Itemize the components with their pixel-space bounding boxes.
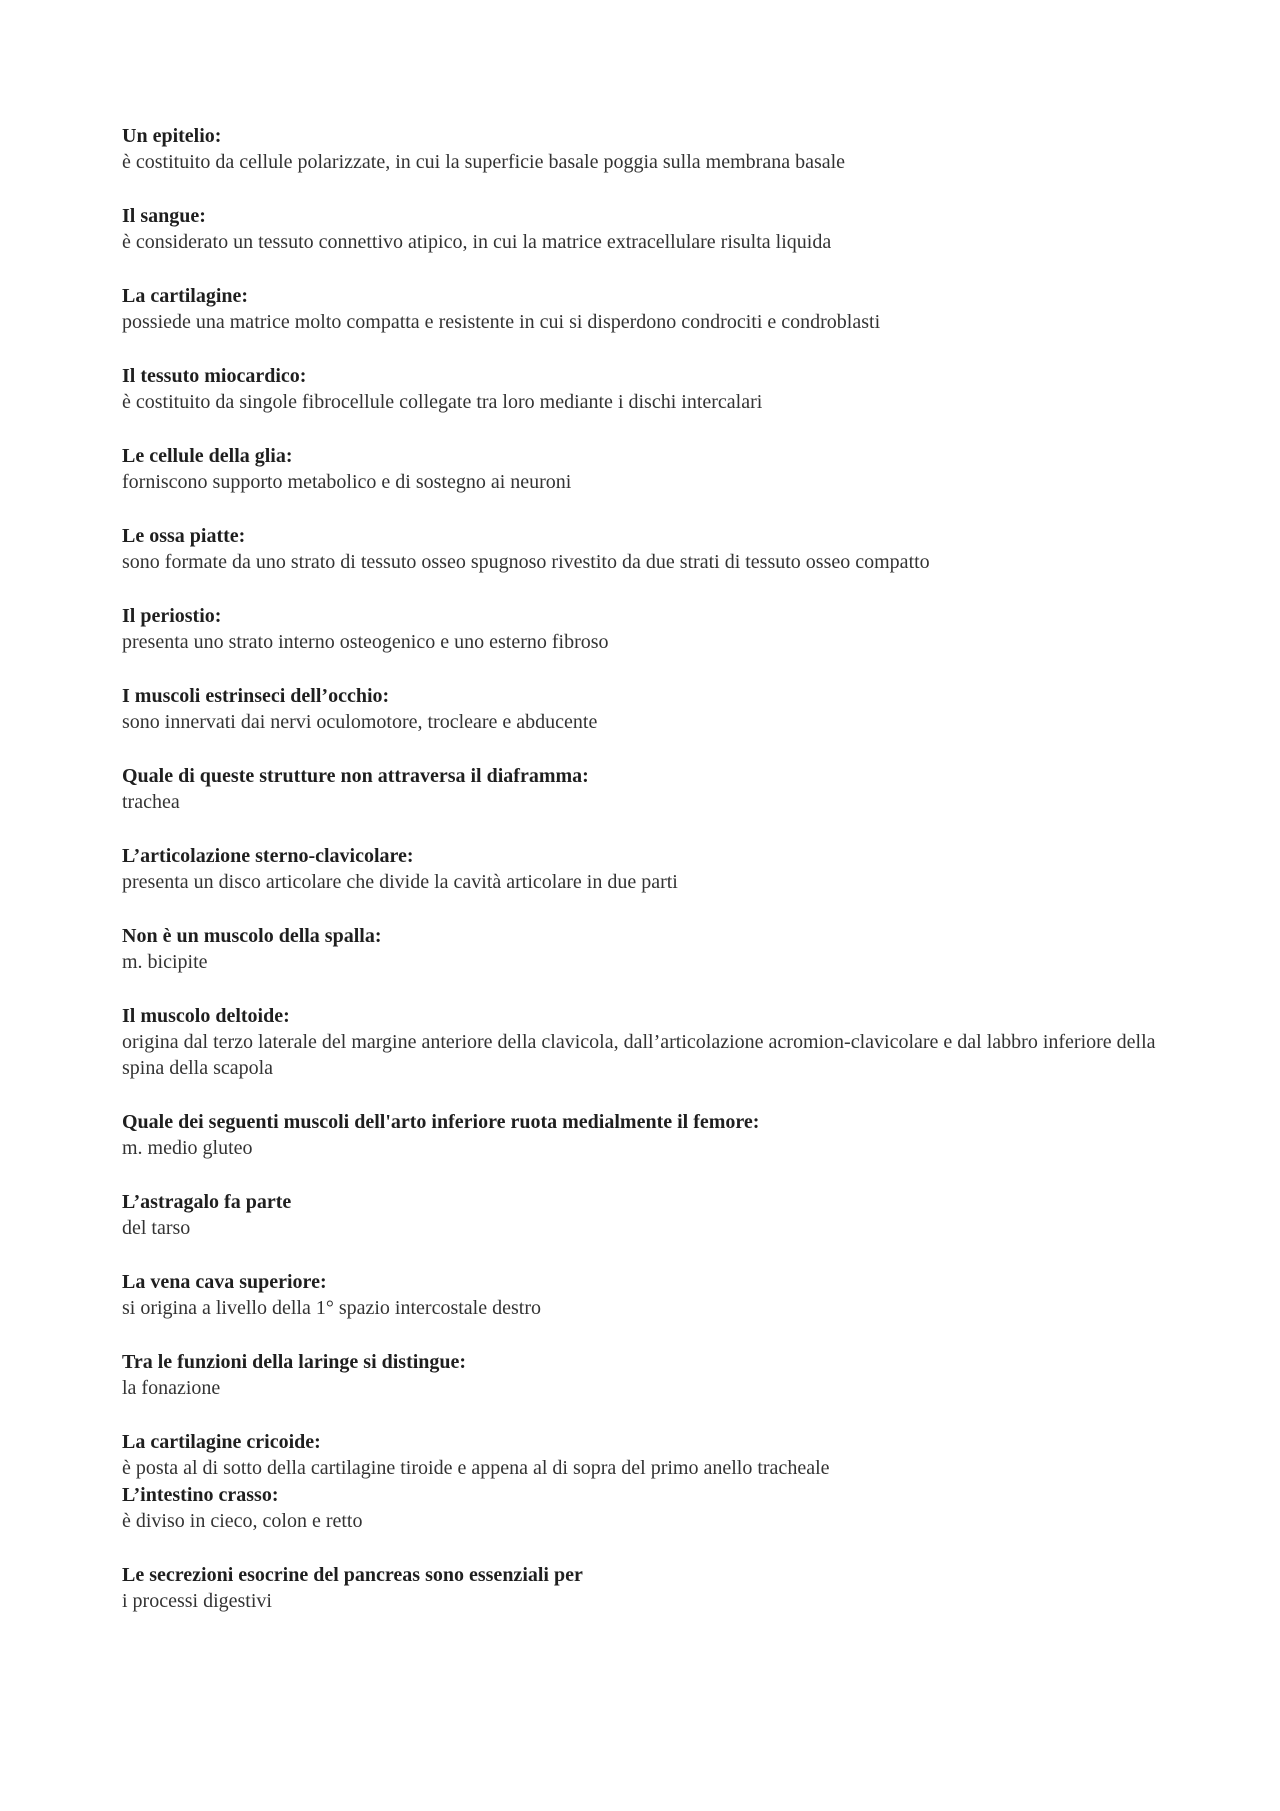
question: Il sangue: [122,205,206,227]
question: L’articolazione sterno-clavicolare: [122,845,414,867]
qa-item [122,603,1182,655]
answer: sono formate da uno strato di tessuto osseo spugnoso rivestito da due strati di tessuto osseo compatto [122,551,930,573]
question: Il periostio: [122,605,222,627]
question: Non è un muscolo della spalla: [122,925,382,947]
answer: possiede una matrice molto compatta e resistente in cui si disperdono condrociti e condroblasti [122,311,881,333]
question: La vena cava superiore: [122,1271,327,1293]
qa-item [122,1269,1182,1321]
answer: la fonazione [122,1377,221,1399]
answer: sono innervati dai nervi oculomotore, trocleare e abducente [122,711,598,733]
answer: è posta al di sotto della cartilagine tiroide e appena al di sopra del primo anello tracheale [122,1457,830,1479]
question: La cartilagine: [122,285,249,307]
qa-item [122,523,1182,575]
qa-item [122,843,1182,895]
qa-item [122,1109,1182,1161]
document-page [122,123,1182,1642]
question: Le cellule della glia: [122,445,293,467]
answer: m. bicipite [122,951,208,973]
qa-item [122,203,1182,255]
question: Quale di queste strutture non attraversa il diaframma: [122,765,589,787]
answer: è considerato un tessuto connettivo atipico, in cui la matrice extracellulare risulta liquida [122,231,832,253]
question: Il tessuto miocardico: [122,365,307,387]
answer: è diviso in cieco, colon e retto [122,1510,363,1532]
answer: si origina a livello della 1° spazio intercostale destro [122,1297,541,1319]
qa-item [122,363,1182,415]
qa-item [122,683,1182,735]
qa-item [122,1003,1182,1081]
answer: trachea [122,791,180,813]
answer: m. medio gluteo [122,1137,253,1159]
qa-item [122,123,1182,175]
question: L’astragalo fa parte [122,1191,292,1213]
question: Le secrezioni esocrine del pancreas sono essenziali per [122,1564,583,1586]
answer: forniscono supporto metabolico e di sostegno ai neuroni [122,471,572,493]
question: Un epitelio: [122,125,222,147]
qa-item [122,763,1182,815]
qa-item [122,1429,1182,1481]
answer: è costituito da cellule polarizzate, in cui la superficie basale poggia sulla membrana basale [122,151,846,173]
qa-item [122,923,1182,975]
question: Le ossa piatte: [122,525,246,547]
answer: i processi digestivi [122,1590,272,1612]
answer: del tarso [122,1217,191,1239]
question: I muscoli estrinseci dell’occhio: [122,685,390,707]
answer: è costituito da singole fibrocellule collegate tra loro mediante i dischi intercalari [122,391,763,413]
qa-item [122,1482,1182,1534]
qa-item [122,1189,1182,1241]
qa-item [122,283,1182,335]
qa-item [122,443,1182,495]
answer: presenta uno strato interno osteogenico e uno esterno fibroso [122,631,609,653]
answer: presenta un disco articolare che divide la cavità articolare in due parti [122,871,678,893]
qa-item [122,1562,1182,1614]
qa-item [122,1349,1182,1401]
question: La cartilagine cricoide: [122,1431,321,1453]
answer: origina dal terzo laterale del margine anteriore della clavicola, dall’articolazione acromion-clavicolare e dal labbro inferiore della spina della scapola [122,1031,1156,1079]
question: Il muscolo deltoide: [122,1005,290,1027]
question: L’intestino crasso: [122,1484,279,1506]
question: Quale dei seguenti muscoli dell'arto inferiore ruota medialmente il femore: [122,1111,760,1133]
question: Tra le funzioni della laringe si distingue: [122,1351,467,1373]
